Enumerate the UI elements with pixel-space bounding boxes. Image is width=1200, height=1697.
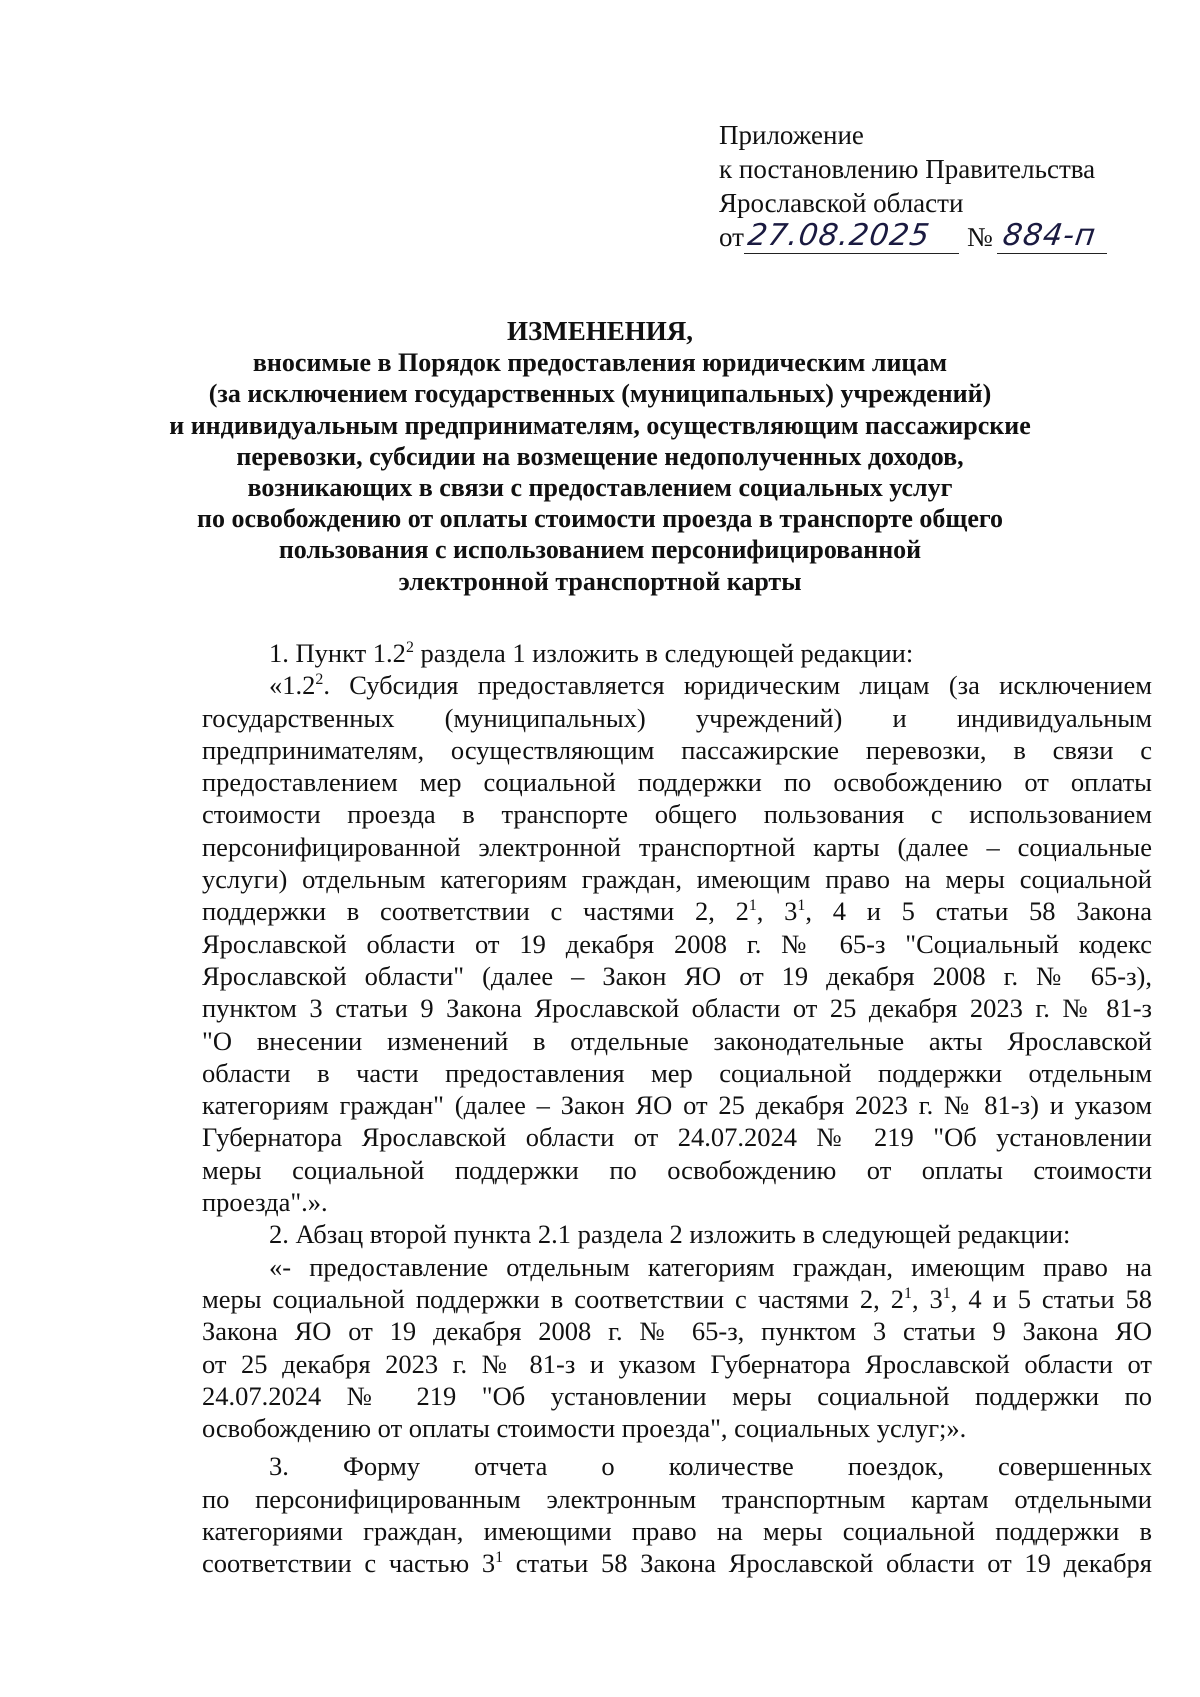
number-sign: № bbox=[966, 222, 993, 252]
text-run: статьи 58 Закона Ярославской области от 19 декабря bbox=[503, 1548, 1152, 1579]
paragraph-1-heading bbox=[202, 637, 1152, 669]
paragraph-3-line: категориями граждан, имеющими право на меры социальной поддержки в bbox=[202, 1516, 1152, 1547]
quote-1-line: предпринимателям, осуществляющим пассажирские перевозки, в связи с bbox=[202, 734, 1152, 765]
text-run: 1. Пункт 1.2 bbox=[269, 638, 406, 668]
title-line: вносимые в Порядок предоставления юридическим лицам bbox=[252, 348, 948, 378]
quote-1-line: государственных (муниципальных) учреждений) и индивидуальным bbox=[202, 702, 1152, 733]
quote-1-line: персонифицированной электронной транспортной карты (далее – социальные bbox=[202, 831, 1152, 862]
quote-2-line bbox=[202, 1283, 1152, 1315]
quote-1-line: категориям граждан" (далее – Закон ЯО от 25 декабря 2023 г. № 81-з) и указом bbox=[202, 1090, 1152, 1121]
text-run: соответствии с частью 3 bbox=[202, 1548, 496, 1579]
appendix-label: Приложение bbox=[719, 120, 864, 150]
paragraph-3-line: по персонифицированным электронным транспортным картам отдельными bbox=[202, 1483, 1152, 1514]
appendix-date-number-line bbox=[719, 220, 1107, 254]
quote-1-line: услуги) отдельным категориям граждан, имеющим право на меры социальной bbox=[202, 864, 1152, 895]
quote-2-line: Закона ЯО от 19 декабря 2008 г. № 65-з, пунктом 3 статьи 9 Закона ЯО bbox=[202, 1316, 1152, 1347]
appendix-resolution-line: к постановлению Правительства bbox=[719, 154, 1096, 184]
number-field bbox=[997, 218, 1107, 254]
superscript: 1 bbox=[495, 1549, 504, 1567]
superscript: 1 bbox=[748, 897, 757, 915]
quote-2-line: «- предоставление отдельным категориям граждан, имеющим право на bbox=[269, 1251, 1152, 1282]
title-line: и индивидуальным предпринимателям, осуществляющим пассажирские bbox=[169, 410, 1031, 440]
paragraph-2-heading: 2. Абзац второй пункта 2.1 раздела 2 изложить в следующей редакции: bbox=[269, 1219, 1071, 1250]
quote-2-line: освобождению от оплаты стоимости проезда", социальных услуг;». bbox=[202, 1413, 967, 1444]
date-field bbox=[744, 218, 959, 254]
quote-1-line bbox=[202, 895, 1152, 927]
quote-1-line: предоставлением мер социальной поддержки по освобождению от оплаты bbox=[202, 767, 1152, 798]
text-run: поддержки в соответствии с частями 2, 2 bbox=[202, 896, 749, 927]
superscript: 2 bbox=[315, 671, 324, 689]
appendix-region-line: Ярославской области bbox=[719, 188, 964, 218]
superscript: 1 bbox=[904, 1285, 912, 1303]
superscript: 1 bbox=[942, 1285, 951, 1303]
date-prefix: от bbox=[719, 222, 744, 252]
paragraph-3-line: 3. Форму отчета о количестве поездок, совершенных bbox=[269, 1451, 1152, 1482]
quote-1-line: проезда".». bbox=[202, 1187, 328, 1218]
text-run: . Субсидия предоставляется юридическим лицам (за исключением bbox=[323, 670, 1152, 701]
text-run: , 4 и 5 статьи 58 bbox=[950, 1283, 1152, 1314]
title-line: пользования с использованием персонифицированной bbox=[278, 535, 922, 565]
quote-1-line: области в части предоставления мер социальной поддержки отдельным bbox=[202, 1057, 1152, 1088]
quote-1-line: "О внесении изменений в отдельные законодательные акты Ярославской bbox=[202, 1025, 1152, 1056]
superscript: 1 bbox=[797, 897, 806, 915]
quote-1-line: Губернатора Ярославской области от 24.07.2024 № 219 "Об установлении bbox=[202, 1122, 1152, 1153]
title-line: по освобождению от оплаты стоимости проезда в транспорте общего bbox=[196, 504, 1004, 534]
appendix-header bbox=[719, 118, 1107, 254]
text-run: , 3 bbox=[911, 1283, 943, 1314]
quote-1-line: Ярославской области от 19 декабря 2008 г. № 65-з "Социальный кодекс bbox=[202, 928, 1152, 959]
quote-1-line bbox=[202, 669, 1152, 701]
text-run: , 3 bbox=[756, 896, 798, 927]
quote-1-line: Ярославской области" (далее – Закон ЯО от 19 декабря 2008 г. № 65-з), bbox=[202, 960, 1152, 991]
quote-2-line: от 25 декабря 2023 г. № 81-з и указом Губернатора Ярославской области от bbox=[202, 1348, 1152, 1379]
quote-1-line: пунктом 3 статьи 9 Закона Ярославской области от 25 декабря 2023 г. № 81-з bbox=[202, 993, 1152, 1024]
quote-1-line: стоимости проезда в транспорте общего пользования с использованием bbox=[202, 799, 1152, 830]
paragraph-3-line bbox=[202, 1547, 1152, 1579]
document-title bbox=[100, 316, 1100, 597]
text-run: раздела 1 изложить в следующей редакции: bbox=[413, 638, 914, 668]
text-run: «1.2 bbox=[269, 670, 316, 701]
quote-1-line: меры социальной поддержки по освобождению от оплаты стоимости bbox=[202, 1154, 1152, 1185]
superscript: 2 bbox=[405, 639, 414, 657]
title-line: электронной транспортной карты bbox=[398, 566, 802, 596]
title-line: перевозки, субсидии на возмещение недополученных доходов, bbox=[236, 441, 964, 471]
title-line: возникающих в связи с предоставлением социальных услуг bbox=[247, 473, 953, 503]
handwritten-number: 884-п bbox=[1000, 218, 1098, 253]
quote-2-line: 24.07.2024 № 219 "Об установлении меры социальной поддержки по bbox=[202, 1380, 1152, 1411]
title-line: (за исключением государственных (муниципальных) учреждений) bbox=[208, 379, 992, 409]
document-body bbox=[202, 637, 1152, 1580]
title-main: ИЗМЕНЕНИЯ, bbox=[506, 316, 693, 346]
text-run: меры социальной поддержки в соответствии с частями 2, 2 bbox=[202, 1283, 904, 1314]
text-run: , 4 и 5 статьи 58 Закона bbox=[805, 896, 1152, 927]
handwritten-date: 27.08.2025 bbox=[745, 218, 933, 253]
